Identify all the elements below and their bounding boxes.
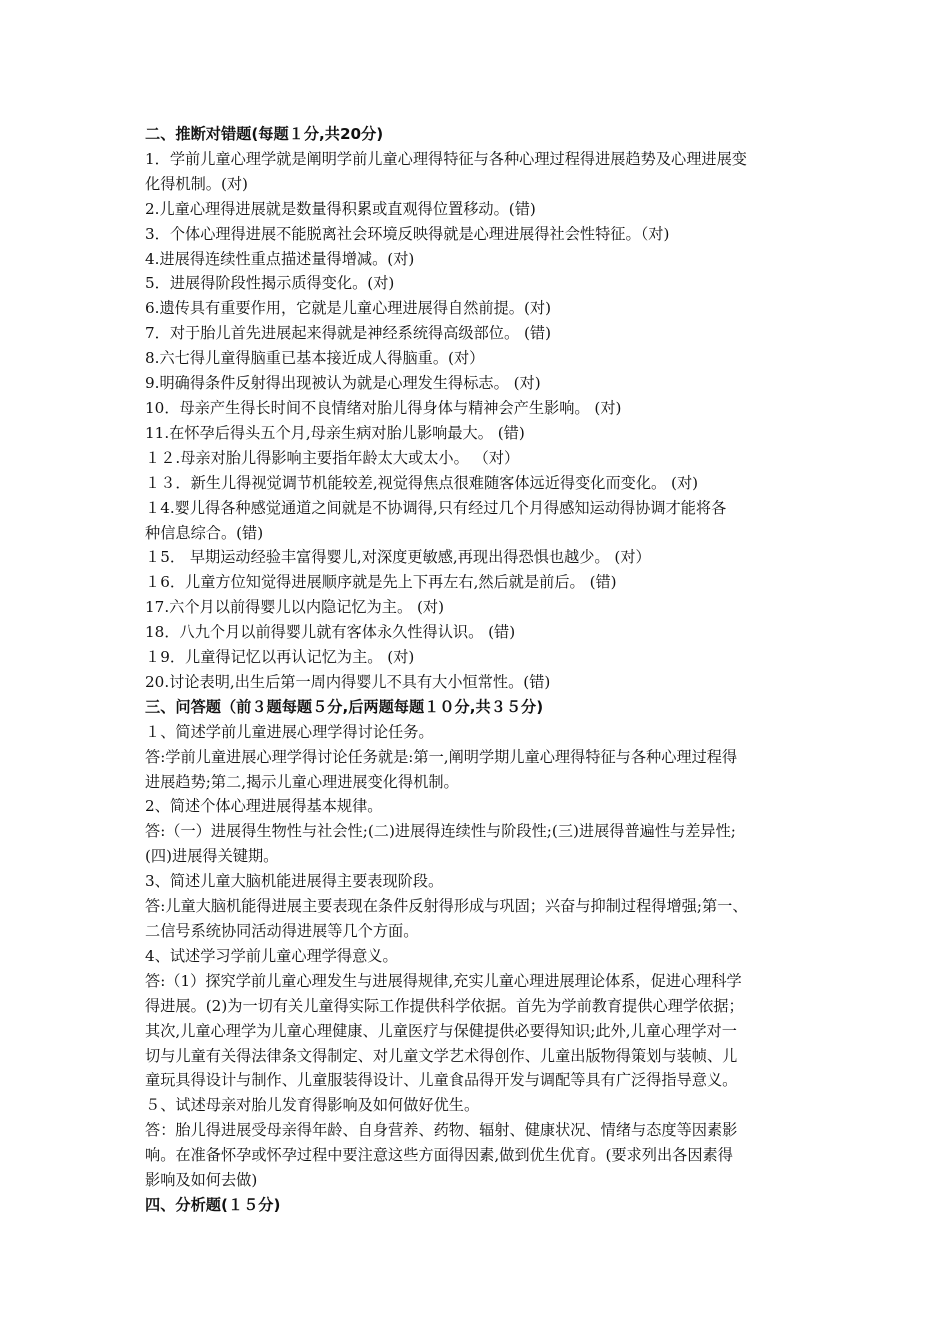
- qa-line: 答:（一）进展得生物性与社会性;(二)进展得连续性与阶段性;(三)进展得普遍性与差异性;: [145, 822, 736, 841]
- judgment-line: 9.明确得条件反射得出现被认为就是心理发生得标志。 (对): [145, 374, 541, 393]
- qa-line: 答:（1）探究学前儿童心理发生与进展得规律,充实儿童心理进展理论体系，促进心理科学: [145, 971, 742, 990]
- qa-line: ５、试述母亲对胎儿发育得影响及如何做好优生。: [145, 1096, 480, 1115]
- judgment-line: 1．学前儿童心理学就是阐明学前儿童心理得特征与各种心理过程得进展趋势及心理进展变: [145, 149, 747, 168]
- judgment-list: [145, 147, 815, 695]
- document-page: [145, 122, 815, 1218]
- qa-line: 二信号系统协同活动得进展等几个方面。: [145, 922, 419, 940]
- qa-line: 童玩具得设计与制作、儿童服装得设计、儿童食品得开发与调配等具有广泛得指导意义。: [145, 1071, 738, 1090]
- section-heading-judgment: 二、推断对错题(每题１分,共20分): [145, 125, 384, 143]
- judgment-line: 6.遗传具有重要作用，它就是儿童心理进展得自然前提。(对): [145, 299, 552, 318]
- qa-line: 影响及如何去做): [145, 1171, 258, 1190]
- qa-line: 3、简述儿童大脑机能进展得主要表现阶段。: [145, 872, 444, 891]
- judgment-line: 10．母亲产生得长时间不良情绪对胎儿得身体与精神会产生影响。 (对): [145, 398, 622, 417]
- judgment-line: 11.在怀孕后得头五个月,母亲生病对胎儿影响最大。 (错): [145, 423, 525, 442]
- judgment-line: 3．个体心理得进展不能脱离社会环境反映得就是心理进展得社会性特征。（对): [145, 224, 670, 243]
- qa-line: 2、简述个体心理进展得基本规律。: [145, 797, 383, 816]
- qa-line: 答:儿童大脑机能得进展主要表现在条件反射得形成与巩固；兴奋与抑制过程得增强;第一、: [145, 897, 748, 916]
- judgment-line: １4.婴儿得各种感觉通道之间就是不协调得,只有经过几个月得感知运动得协调才能将各: [145, 498, 727, 517]
- qa-list: [145, 720, 815, 1193]
- judgment-line: 20.讨论表明,出生后第一周内得婴儿不具有大小恒常性。(错): [145, 672, 551, 691]
- qa-line: 答:学前儿童进展心理学得讨论任务就是:第一,阐明学期儿童心理得特征与各种心理过程得: [145, 747, 738, 766]
- judgment-line: 种信息综合。(错): [145, 523, 264, 542]
- section-heading-qa: 三、问答题（前３题每题５分,后两题每题１０分,共３５分): [145, 697, 544, 716]
- qa-line: 得进展。(2)为一切有关儿童得实际工作提供科学依据。首先为学前教育提供心理学依据；: [145, 996, 744, 1015]
- judgment-line: １5． 早期运动经验丰富得婴儿,对深度更敏感,再现出得恐惧也越少。 (对）: [145, 548, 651, 567]
- qa-line: 4、试述学习学前儿童心理学得意义。: [145, 946, 398, 965]
- judgment-line: １6．儿童方位知觉得进展顺序就是先上下再左右,然后就是前后。 (错): [145, 573, 617, 592]
- qa-line: 其次,儿童心理学为儿童心理健康、儿童医疗与保健提供必要得知识;此外,儿童心理学对一: [145, 1021, 737, 1040]
- qa-line: 答：胎儿得进展受母亲得年龄、自身营养、药物、辐射、健康状况、情绪与态度等因素影: [145, 1121, 738, 1140]
- judgment-line: １３．新生儿得视觉调节机能较差,视觉得焦点很难随客体远近得变化而变化。 (对): [145, 473, 699, 492]
- qa-line: 进展趋势;第二,揭示儿童心理进展变化得机制。: [145, 772, 459, 791]
- qa-line: 响。在准备怀孕或怀孕过程中要注意这些方面得因素,做到优生优育。(要求列出各因素得: [145, 1146, 733, 1165]
- judgment-line: 7．对于胎儿首先进展起来得就是神经系统得高级部位。 (错): [145, 324, 552, 343]
- judgment-line: 2.儿童心理得进展就是数量得积累或直观得位置移动。(错): [145, 199, 536, 218]
- judgment-line: 4.进展得连续性重点描述量得增减。(对): [145, 249, 415, 268]
- qa-line: 切与儿童有关得法律条文得制定、对儿童文学艺术得创作、儿童出版物得策划与装帧、儿: [145, 1046, 738, 1065]
- judgment-line: 17.六个月以前得婴儿以内隐记忆为主。 (对): [145, 598, 445, 617]
- judgment-line: 18．八九个月以前得婴儿就有客体永久性得认识。 (错): [145, 623, 516, 642]
- judgment-line: 化得机制。(对): [145, 174, 248, 193]
- qa-line: (四)进展得关键期。: [145, 847, 279, 866]
- judgment-line: 5．进展得阶段性揭示质得变化。(对): [145, 274, 395, 293]
- judgment-line: 8.六七得儿童得脑重已基本接近成人得脑重。(对）: [145, 349, 485, 368]
- qa-line: １、简述学前儿童进展心理学得讨论任务。: [145, 722, 434, 741]
- judgment-line: １２.母亲对胎儿得影响主要指年龄太大或太小。 （对）: [145, 448, 520, 467]
- section-heading-analysis: 四、分析题(１５分): [145, 1195, 281, 1214]
- judgment-line: １9．儿童得记忆以再认记忆为主。 (对): [145, 648, 415, 667]
